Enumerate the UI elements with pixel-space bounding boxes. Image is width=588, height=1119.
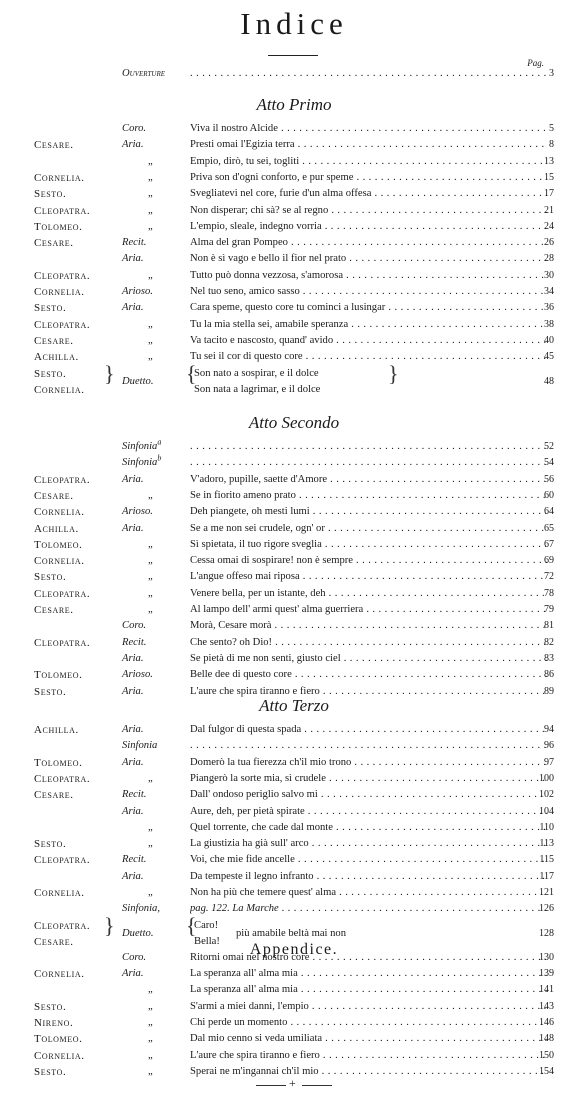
entry-kind: Coro. [122, 952, 147, 964]
entry-text: Belle dee di questo core . . . [190, 667, 547, 683]
entry-page: 67 [544, 538, 554, 550]
entry-page: 115 [539, 854, 554, 866]
duet-character: Sesto. [34, 367, 67, 380]
entry-character: Cesare. [34, 334, 74, 347]
entry-page: 110 [539, 821, 554, 833]
entry-text: L'empio, sleale, indegno vorria . . . [190, 219, 547, 235]
entry-kind: „ [148, 821, 153, 833]
index-entry[interactable] [0, 901, 588, 917]
entry-kind: „ [148, 1049, 153, 1061]
entry-kind: „ [148, 269, 153, 281]
entry-text [190, 439, 547, 455]
index-entry[interactable] [0, 618, 588, 634]
entry-page: 97 [544, 756, 554, 768]
duet-shared-line: più amabile beltà mai non [236, 927, 347, 939]
entry-kind: Aria. [122, 522, 144, 534]
entry-kind: „ [148, 772, 153, 784]
entry-page: 38 [544, 318, 554, 330]
entry-kind: Recit. [122, 636, 147, 648]
duet-kind: Duetto. [122, 375, 154, 387]
index-entry-ouverture[interactable] [0, 66, 588, 82]
entry-character: Sesto. [34, 685, 67, 698]
section-heading: Atto Secondo [248, 413, 340, 432]
entry-kind: Arioso. [122, 669, 153, 681]
brace-icon: } [104, 912, 115, 938]
entry-kind: Aria. [122, 756, 144, 768]
entry-text: Tutto può donna vezzosa, s'amorosa . . . [190, 268, 547, 284]
entry-page: 21 [544, 204, 554, 216]
entry-kind: Aria. [122, 139, 144, 151]
index-entry[interactable] [0, 349, 588, 365]
entry-text: Chi perde un momento . . . [190, 1015, 547, 1031]
title-rule [268, 55, 318, 56]
page-column-label: Pag. [527, 58, 544, 68]
entry-character: Achilla. [34, 522, 79, 535]
entry-text: Empio, dirò, tu sei, togliti . . . [190, 154, 547, 170]
entry-kind: „ [148, 204, 153, 216]
entry-text [190, 66, 547, 82]
index-entry[interactable] [0, 1031, 588, 1047]
index-entry[interactable] [0, 651, 588, 667]
index-entry[interactable] [0, 804, 588, 820]
entry-text [190, 738, 547, 754]
entry-text: Al lampo dell' armi quest' alma guerriera . . . [190, 602, 547, 618]
index-entry[interactable] [0, 982, 588, 998]
entry-text: Sì spietata, il tuo rigore sveglia . . . [190, 537, 547, 553]
index-entry[interactable] [0, 755, 588, 771]
entry-page: 56 [544, 473, 554, 485]
entry-page: 89 [544, 685, 554, 697]
entry-text: Nel tuo seno, amico sasso . . . [190, 284, 547, 300]
index-entry[interactable] [0, 186, 588, 202]
index-entry[interactable] [0, 170, 588, 186]
duet-line: Son nato a sospirar, e il dolce [194, 367, 319, 379]
index-entry[interactable] [0, 1048, 588, 1064]
entry-page: 65 [544, 522, 554, 534]
entry-character: Sesto. [34, 838, 67, 851]
index-entry[interactable] [0, 722, 588, 738]
entry-kind: Sinfonia, [122, 903, 160, 915]
entry-kind: „ [148, 555, 153, 567]
entry-character: Cleopatra. [34, 318, 91, 331]
entry-page: 130 [539, 952, 554, 964]
entry-text: pag. 122. La Marche . . . [190, 901, 547, 917]
duet-entry[interactable] [0, 360, 588, 399]
entry-page: 60 [544, 489, 554, 501]
entry-kind: Aria. [122, 870, 144, 882]
duet-line: Caro! [194, 919, 219, 931]
entry-kind: „ [148, 334, 153, 346]
entry-text: Non è sì vago e bello il fior nel prato . . . [190, 251, 547, 267]
entry-kind: Aria. [122, 968, 144, 979]
entry-page: 54 [544, 457, 554, 469]
entry-kind: „ [148, 887, 153, 898]
entry-kind: „ [148, 155, 153, 167]
entry-page: 141 [539, 984, 554, 996]
entry-page: 36 [544, 302, 554, 314]
entry-page: 113 [539, 838, 554, 850]
entry-character: Nireno. [34, 1016, 74, 1029]
entry-page: 94 [544, 724, 554, 735]
entry-page: 64 [544, 506, 554, 518]
index-entry[interactable] [0, 121, 588, 137]
index-entry[interactable] [0, 284, 588, 300]
entry-kind: „ [148, 1000, 153, 1012]
entry-kind: „ [148, 604, 153, 615]
entry-kind: Aria. [122, 724, 144, 735]
entry-character: Cleopatra. [34, 636, 91, 649]
entry-character: Sesto. [34, 1065, 67, 1078]
index-entry[interactable] [0, 537, 588, 553]
end-ornament [256, 1076, 332, 1090]
entry-text: Dall' ondoso periglio salvo mi . . . [190, 787, 547, 803]
entry-text: V'adoro, pupille, saette d'Amore . . . [190, 472, 547, 488]
entry-page: 52 [544, 441, 554, 452]
entry-page: 146 [539, 1016, 554, 1028]
ornament-cross-icon: + [289, 1076, 296, 1090]
index-entry[interactable] [0, 235, 588, 251]
entry-text: Se a me non sei crudele, ogn' or . . . [190, 521, 547, 537]
index-entry[interactable] [0, 836, 588, 852]
entry-text: Cessa omai di sospirare! non è sempre . . . [190, 553, 547, 569]
entry-kind: „ [148, 1033, 153, 1045]
index-entry[interactable] [0, 317, 588, 333]
entry-text: Venere bella, per un istante, deh . . . [190, 586, 547, 602]
brace-icon: } [104, 360, 115, 386]
entry-character: Cesare. [34, 237, 74, 250]
duet-line: Bella! [194, 935, 220, 947]
index-entry[interactable] [0, 869, 588, 885]
entry-page: 15 [544, 171, 554, 183]
ornament-rule-left [256, 1085, 286, 1086]
entry-character: Sesto. [34, 571, 67, 584]
entry-text: S'armi a miei danni, l'empio . . . [190, 999, 547, 1015]
entry-page: 17 [544, 188, 554, 200]
entry-kind: „ [148, 318, 153, 330]
entry-page: 143 [539, 1000, 554, 1012]
entry-character: Cesare. [34, 139, 74, 152]
entry-kind: „ [148, 538, 153, 550]
entry-page: 72 [544, 571, 554, 583]
entry-kind: „ [148, 838, 153, 850]
entry-text: Ritorni omai nel nostro core . . . [190, 950, 547, 966]
index-entry[interactable] [0, 300, 588, 316]
entry-text: Presti omai l'Egizia terra . . . [190, 137, 547, 153]
entry-text: Voi, che mie fide ancelle . . . [190, 852, 547, 868]
entry-character: Cornelia. [34, 968, 85, 980]
entry-page: 82 [544, 636, 554, 648]
entry-kind: „ [148, 188, 153, 200]
entry-kind: „ [148, 489, 153, 501]
entry-kind: Sinfonia [122, 740, 158, 752]
entry-character: Tolomeo. [34, 756, 83, 769]
entry-character: Achilla. [34, 724, 79, 736]
entry-kind: „ [148, 1065, 153, 1077]
entry-kind: Coro. [122, 620, 147, 632]
entry-kind: Sinfonia$^a$ [122, 437, 162, 452]
entry-kind: Recit. [122, 237, 147, 249]
entry-character: Cleopatra. [34, 204, 91, 217]
entry-kind: Arioso. [122, 506, 153, 518]
entry-text: L'aure che spira tiranno e fiero . . . [190, 684, 547, 700]
entry-kind: Aria. [122, 302, 144, 314]
entry-text: Deh piangete, oh mesti lumi . . . [190, 504, 547, 520]
index-entry[interactable] [0, 504, 588, 520]
entry-kind: „ [148, 984, 153, 996]
index-entry[interactable] [0, 771, 588, 787]
entry-text: Priva son d'ogni conforto, e pur speme . . . [190, 170, 547, 186]
entry-text: La speranza all' alma mia . . . [190, 982, 547, 998]
index-entry[interactable] [0, 602, 588, 618]
entry-text: L'angue offeso mai riposa . . . [190, 569, 547, 585]
brace-icon: { [186, 360, 197, 386]
entry-character: Sesto. [34, 188, 67, 201]
entry-character: Cleopatra. [34, 587, 91, 600]
index-entry[interactable] [0, 154, 588, 170]
entry-text: Quel torrente, che cade dal monte . . . [190, 820, 547, 836]
entry-character: Cornelia. [34, 555, 85, 568]
index-entry[interactable] [0, 738, 588, 754]
entry-kind-suffix: b [157, 453, 162, 463]
entry-kind: Arioso. [122, 286, 153, 297]
index-entry[interactable] [0, 569, 588, 585]
entry-page: 121 [539, 887, 554, 898]
index-entry[interactable] [0, 472, 588, 488]
entry-page: 8 [549, 139, 554, 151]
entry-page: 34 [544, 286, 554, 297]
entry-text: Svegliatevi nel core, furie d'un alma offesa . . . [190, 186, 547, 202]
entry-kind: Aria. [122, 652, 144, 664]
entry-page: 154 [539, 1065, 554, 1077]
entry-text: Dal mio cenno si veda umiliata . . . [190, 1031, 547, 1047]
index-entry[interactable] [0, 251, 588, 267]
entry-page: 104 [539, 805, 554, 817]
entry-character: Cesare. [34, 489, 74, 502]
index-entry[interactable] [0, 219, 588, 235]
entry-character: Tolomeo. [34, 669, 83, 682]
entry-page: 102 [539, 789, 554, 801]
entry-character: Tolomeo. [34, 1033, 83, 1046]
entry-kind: „ [148, 1016, 153, 1028]
section-heading: Atto Terzo [259, 696, 329, 715]
duet-character: Cesare. [34, 935, 74, 948]
entry-text: Se in fiorito ameno prato . . . [190, 488, 547, 504]
entry-text: Non disperar; chi sà? se al regno . . . [190, 203, 547, 219]
index-entry[interactable] [0, 635, 588, 651]
duet-kind: Duetto. [122, 927, 154, 939]
entry-text: Viva il nostro Alcide . . . [190, 121, 547, 137]
entry-page: 139 [539, 968, 554, 979]
duet-line: Son nata a lagrimar, e il dolce [194, 383, 321, 395]
index-entry[interactable] [0, 137, 588, 153]
entry-kind: Aria. [122, 685, 144, 697]
entry-character: Sesto. [34, 302, 67, 315]
entry-character: Tolomeo. [34, 538, 83, 551]
entry-text: La giustizia ha già sull' arco . . . [190, 836, 547, 852]
entry-text: La speranza all' alma mia . . . [190, 966, 547, 982]
entry-page: 79 [544, 604, 554, 615]
entry-text: L'aure che spira tiranno e fiero . . . [190, 1048, 547, 1064]
entry-kind: „ [148, 587, 153, 599]
entry-page: 83 [544, 652, 554, 664]
entry-text [190, 455, 547, 471]
index-entry[interactable] [0, 488, 588, 504]
index-entry[interactable] [0, 203, 588, 219]
entry-page: 24 [544, 220, 554, 232]
entry-page: 5 [549, 123, 554, 134]
index-entry[interactable] [0, 439, 588, 455]
entry-text: Dal fulgor di questa spada . . . [190, 722, 547, 738]
index-entry[interactable] [0, 820, 588, 836]
entry-character: Cornelia. [34, 887, 85, 899]
index-entry[interactable] [0, 999, 588, 1015]
duet-page: 128 [539, 927, 554, 939]
entry-character: Cornelia. [34, 171, 85, 184]
entry-text: Cara speme, questo core tu cominci a lusingar . . . [190, 300, 547, 316]
section-heading: Appendice. [249, 941, 339, 958]
entry-page: 3 [549, 68, 554, 79]
index-entry[interactable] [0, 1015, 588, 1031]
section-heading: Atto Primo [256, 95, 332, 114]
page-title: Indice [240, 6, 348, 41]
entry-page: 100 [539, 772, 554, 784]
entry-text: Tu sei il cor di questo core . . . [190, 349, 547, 365]
entry-page: 26 [544, 237, 554, 249]
entry-kind: Ouverture [122, 68, 166, 79]
entry-page: 126 [539, 903, 554, 915]
entry-character: Cesare. [34, 604, 74, 616]
entry-text: Tu la mia stella sei, amabile speranza . . . [190, 317, 547, 333]
duet-character: Cleopatra. [34, 919, 91, 932]
entry-kind: Aria. [122, 473, 144, 485]
entry-kind: „ [148, 171, 153, 183]
brace-icon: { [186, 912, 197, 938]
index-entry[interactable] [0, 852, 588, 868]
entry-character: Achilla. [34, 351, 79, 364]
entry-page: 150 [539, 1049, 554, 1061]
entry-kind: Aria. [122, 805, 144, 817]
index-entry[interactable] [0, 553, 588, 569]
entry-text: Se pietà di me non senti, giusto ciel . . . [190, 651, 547, 667]
index-entry[interactable] [0, 586, 588, 602]
index-entry[interactable] [0, 333, 588, 349]
entry-text: Domerò la tua fierezza ch'il mio trono . . . [190, 755, 547, 771]
entry-kind: Recit. [122, 854, 147, 866]
entry-text: Aure, deh, per pietà spirate . . . [190, 804, 547, 820]
entry-text: Alma del gran Pompeo . . . [190, 235, 547, 251]
ornament-rule-right [302, 1085, 332, 1086]
entry-kind: „ [148, 571, 153, 583]
entry-text: Da tempeste il legno infranto . . . [190, 869, 547, 885]
entry-character: Cornelia. [34, 286, 85, 298]
entry-character: Cornelia. [34, 1049, 85, 1062]
entry-character: Cleopatra. [34, 269, 91, 282]
index-entry[interactable] [0, 455, 588, 471]
brace-icon: } [388, 360, 399, 386]
entry-character: Cornelia. [34, 506, 85, 519]
entry-character: Cleopatra. [34, 854, 91, 867]
entry-text: Piangerò la sorte mia, sì crudele . . . [190, 771, 547, 787]
entry-page: 30 [544, 269, 554, 281]
index-entry[interactable] [0, 667, 588, 683]
index-entry[interactable] [0, 966, 588, 982]
entry-kind-suffix: a [157, 437, 162, 447]
entry-character: Cleopatra. [34, 473, 91, 486]
entry-page: 81 [544, 620, 554, 632]
entry-page: 86 [544, 669, 554, 681]
entry-page: 78 [544, 587, 554, 599]
entry-character: Sesto. [34, 1000, 67, 1013]
entry-page: 13 [544, 155, 554, 167]
index-entry[interactable] [0, 787, 588, 803]
entry-text: Non ha più che temere quest' alma . . . [190, 885, 547, 901]
index-entry[interactable] [0, 521, 588, 537]
entry-text: Va tacito e nascosto, quand' avido . . . [190, 333, 547, 349]
entry-page: 69 [544, 555, 554, 567]
entry-page: 45 [544, 351, 554, 363]
entry-page: 148 [539, 1033, 554, 1045]
entry-character: Cesare. [34, 789, 74, 802]
entry-kind: Coro. [122, 123, 147, 134]
entry-character: Tolomeo. [34, 220, 83, 233]
entry-text: Morà, Cesare morà . . . [190, 618, 547, 634]
entry-kind: Aria. [122, 253, 144, 265]
entry-kind: Recit. [122, 789, 147, 801]
entry-kind: Sinfonia$^b$ [122, 453, 162, 469]
entry-text: Sperai ne m'ingannai ch'il mio . . . [190, 1064, 547, 1080]
entry-page: 28 [544, 253, 554, 265]
entry-page: 117 [539, 870, 554, 882]
duet-page: 48 [544, 375, 554, 387]
index-entry[interactable] [0, 268, 588, 284]
entry-text: Che sento? oh Dio! . . . [190, 635, 547, 651]
duet-character: Cornelia. [34, 383, 85, 396]
entry-character: Cleopatra. [34, 772, 91, 785]
entry-page: 40 [544, 334, 554, 346]
entry-kind: „ [148, 220, 153, 232]
index-entry[interactable] [0, 885, 588, 901]
entry-kind: „ [148, 351, 153, 363]
entry-page: 96 [544, 740, 554, 752]
